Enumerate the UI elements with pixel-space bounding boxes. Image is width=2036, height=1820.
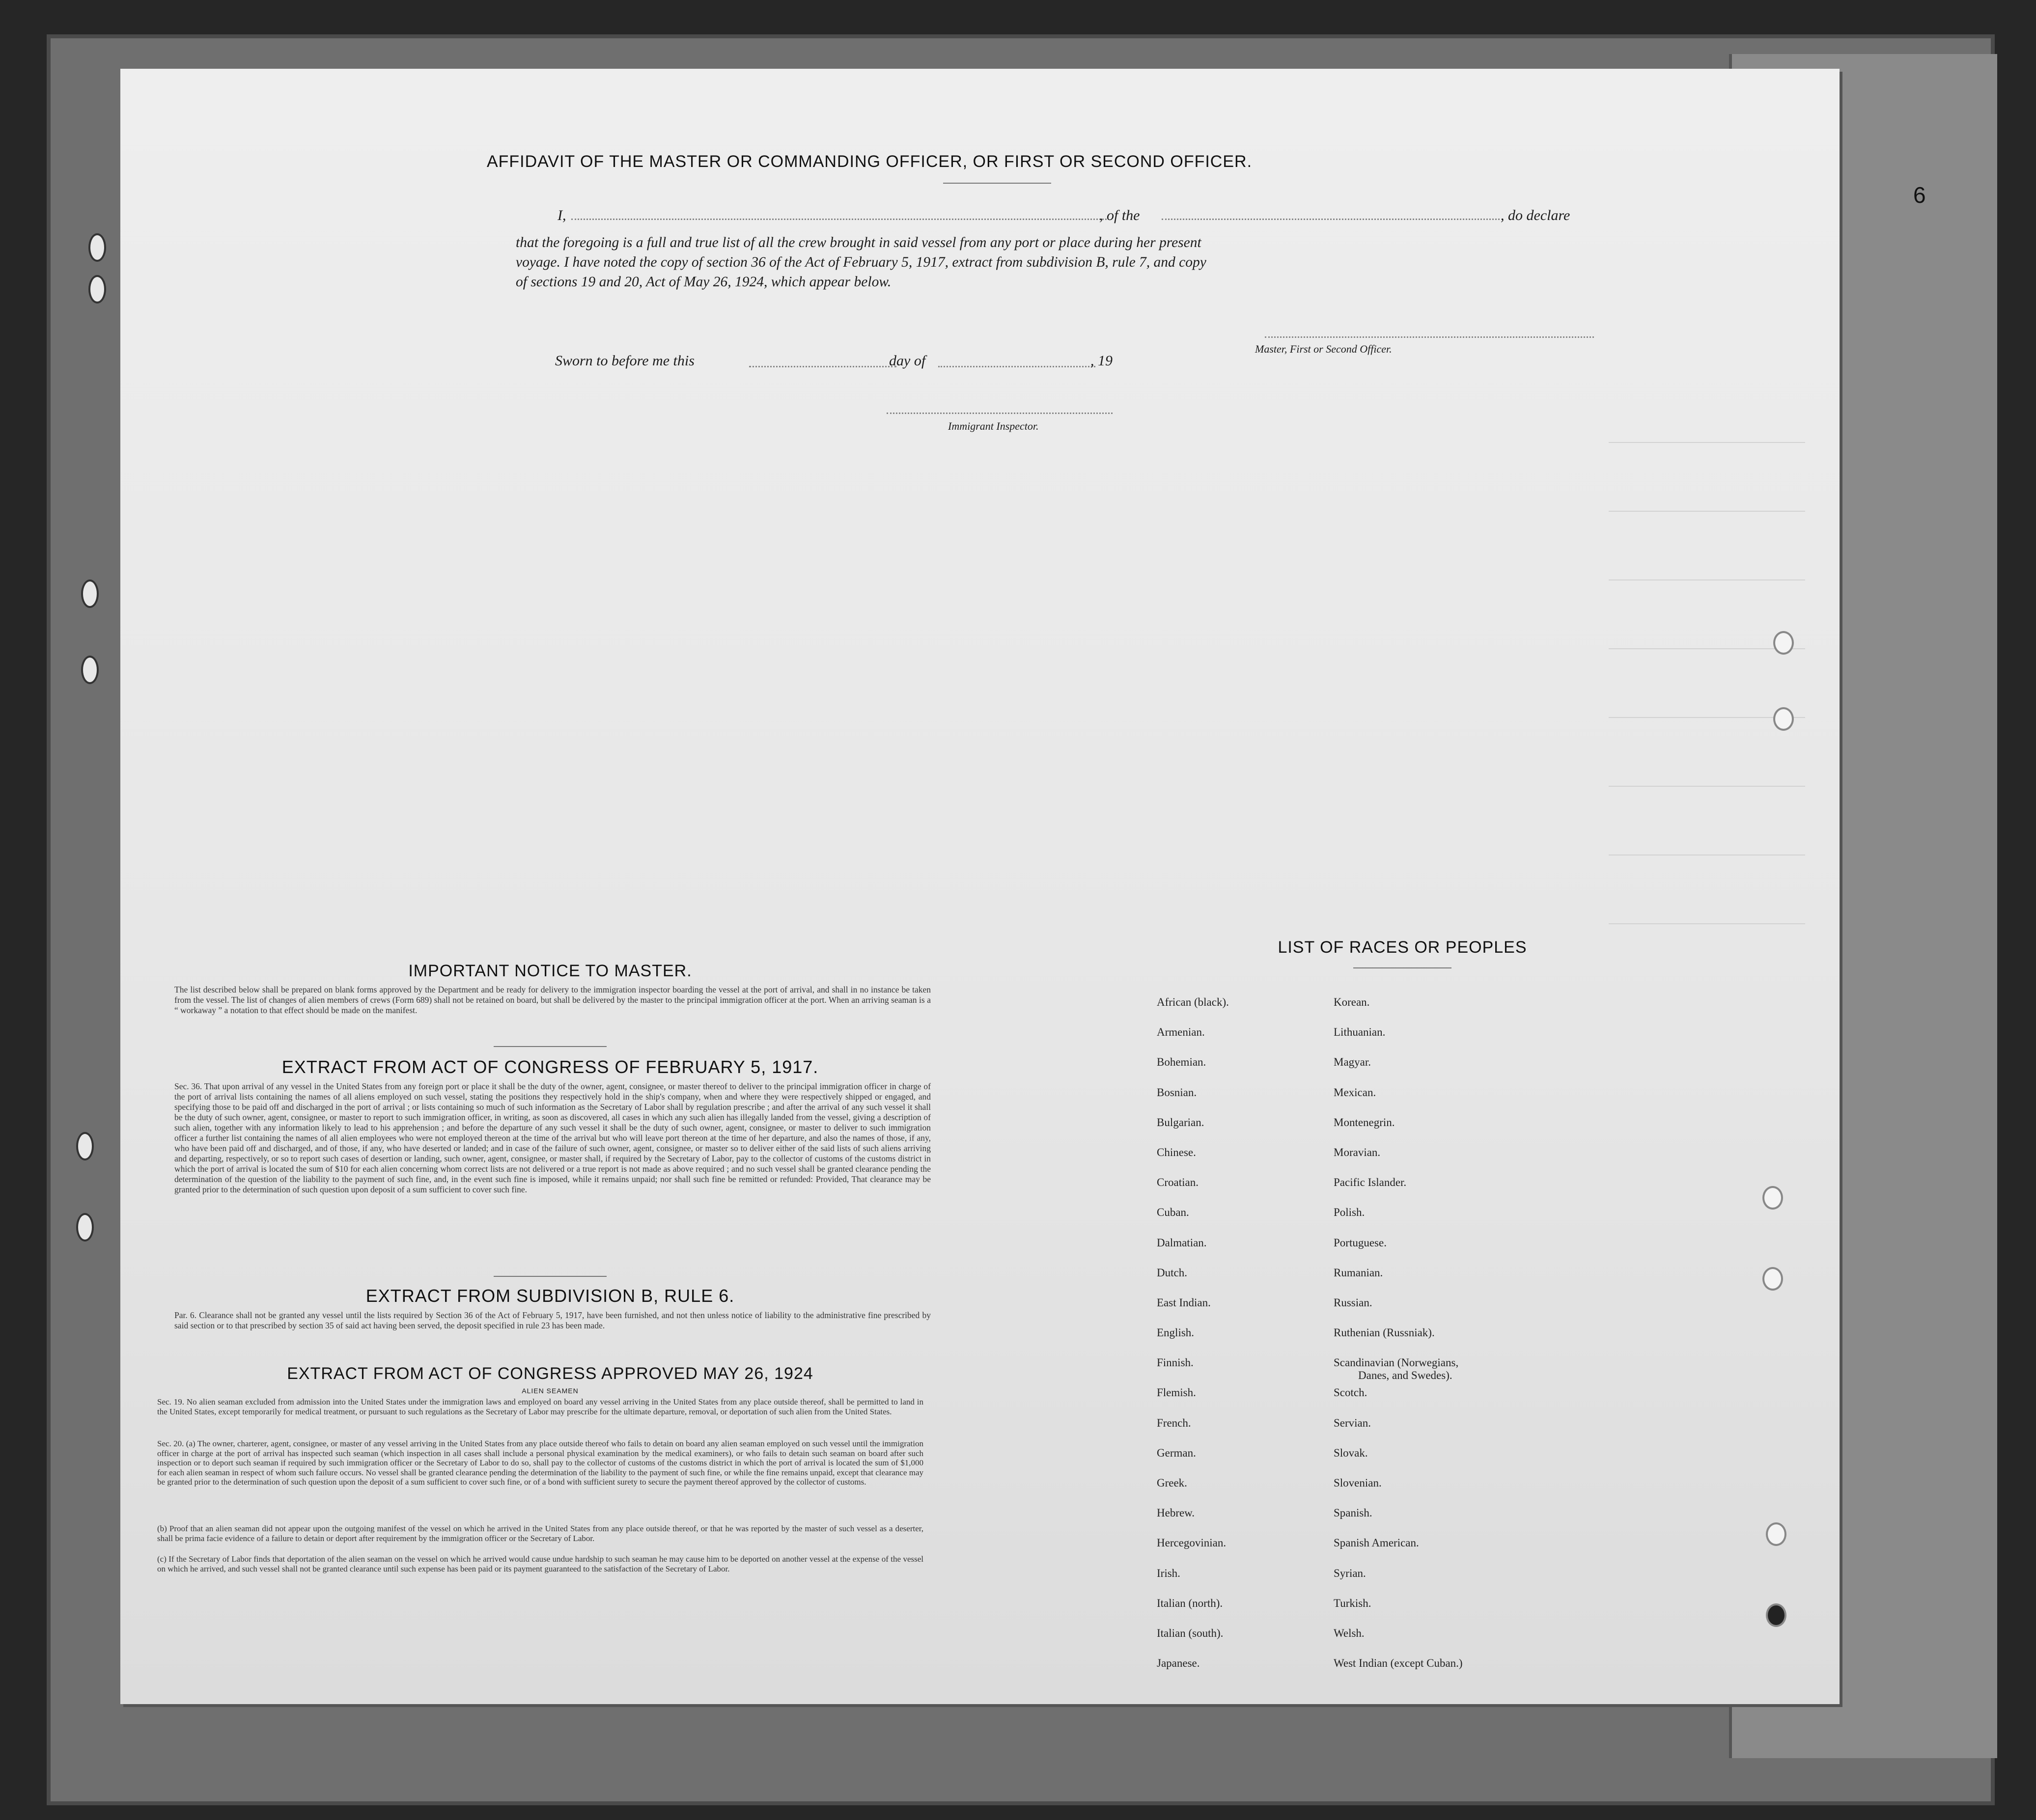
race-entry: Ruthenian (Russniak).: [1334, 1326, 1435, 1339]
race-entry: Polish.: [1334, 1206, 1365, 1219]
race-entry: West Indian (except Cuban.): [1334, 1657, 1463, 1670]
races-left-column: [1157, 987, 1229, 1678]
binder-ring: [81, 656, 99, 684]
race-entry: Korean.: [1334, 996, 1370, 1008]
vessel-line: [1162, 219, 1503, 220]
master-signature-label: Master, First or Second Officer.: [1255, 343, 1392, 355]
race-entry: Bosnian.: [1157, 1086, 1197, 1099]
race-entry: Hercegovinian.: [1157, 1537, 1227, 1549]
race-entry: English.: [1157, 1326, 1195, 1339]
inspector-label: Immigrant Inspector.: [948, 420, 1039, 432]
margin-number-right: 6: [1913, 182, 1926, 208]
race-entry: Lithuanian.: [1334, 1026, 1386, 1039]
race-entry: Pacific Islander.: [1334, 1176, 1407, 1189]
race-entry: Russian.: [1334, 1296, 1372, 1309]
race-entry: Syrian.: [1334, 1567, 1366, 1579]
races-title: LIST OF RACES OR PEOPLES: [1278, 938, 1527, 957]
affidavit-title: AFFIDAVIT OF THE MASTER OR COMMANDING OFFICER, OR FIRST OR SECOND OFFICER.: [486, 152, 1253, 171]
race-entry: Croatian.: [1157, 1176, 1199, 1189]
race-entry: Mexican.: [1334, 1086, 1376, 1099]
binder-ring: [88, 275, 106, 303]
race-entry: Portuguese.: [1334, 1236, 1387, 1249]
punch-hole: [1766, 1603, 1786, 1627]
extract-1924-sec20b: (b) Proof that an alien seaman did not appear upon the outgoing manifest of the vessel on which he arrived in the United States from any place outside thereof, or that he was reported by the master of such vessel as a deserter, shall be prima facie evidence of a failure to detain or deport after requirement by the immigration officer or the Secretary of Labor.: [157, 1524, 923, 1543]
sworn-label: Sworn to before me this: [555, 353, 695, 369]
race-entry: Spanish.: [1334, 1507, 1372, 1519]
race-entry: French.: [1157, 1416, 1191, 1429]
race-entry: German.: [1157, 1446, 1196, 1459]
extract-1917-text: Sec. 36. That upon arrival of any vessel in the United States from any foreign port or place it shall be the duty of the owner, agent, consignee, or master thereof to deliver to the principal immigration officer in charge of the port of arrival lists containing the names of all aliens employed on such vessel, stating the positions they respectively hold in the ship's company, when and where they were respectively shipped or engaged, and specifying those to be paid off and discharged in the port of arrival ; or lists containing so much of such information as the Secretary of Labor shall by regulation prescribe ; and after the arrival of any such vessel it shall be the duty of such owner, agent, consignee, or master to report to such immigration officer, in writing, as soon as discovered, all cases in which any such alien has illegally landed from the vessel, giving a description of such alien, together with any information likely to lead to his apprehension ; and before the departure of any such vessel it shall be the duty of such owner, agent, consignee, or master to deliver to such immigration officer a further list containing the names of all alien employees who were not employed thereon at the time of the arrival but who will leave port thereon at the time of her departure, and also the names of those, if any, who have been paid off and discharged, and of those, if any, who have deserted or landed; and in case of the failure of such owner, agent, consignee, or master so to deliver either of the said lists of such aliens arriving and departing, respectively, or so to report such cases of desertion or landing, such owner, agent, consignee, or master shall, if required by the Secretary of Labor, pay to the collector of customs of the customs district in which the port of arrival is located the sum of $10 for each alien concerning whom correct lists are not delivered or a true report is not made as above required ; and no such vessel shall be granted clearance pending the determination of the question of the liability to the payment of such fine, and, in the event such fine is imposed, while it remains unpaid; nor shall such fine be remitted or refunded: Provided, That clearance may be granted prior to the determination of such question upon deposit of a sum sufficient to cover such fine.: [174, 1081, 931, 1194]
race-entry: Welsh.: [1334, 1627, 1365, 1639]
race-entry: Servian.: [1334, 1416, 1371, 1429]
race-entry: Greek.: [1157, 1477, 1187, 1489]
race-entry: Italian (south).: [1157, 1627, 1224, 1639]
race-entry: Bulgarian.: [1157, 1116, 1204, 1129]
race-entry: Bohemian.: [1157, 1056, 1206, 1069]
race-entry: Flemish.: [1157, 1386, 1196, 1399]
races-right-column: [1334, 987, 1463, 1678]
punch-hole: [1773, 631, 1794, 655]
race-entry: Montenegrin.: [1334, 1116, 1395, 1129]
race-entry: Irish.: [1157, 1567, 1180, 1579]
race-entry: East Indian.: [1157, 1296, 1211, 1309]
punch-hole: [1762, 1267, 1783, 1291]
race-entry: Italian (north).: [1157, 1597, 1223, 1609]
extract-rule6-title: EXTRACT FROM SUBDIVISION B, RULE 6.: [365, 1286, 735, 1306]
form-page: [120, 69, 1840, 1704]
race-entry: Rumanian.: [1334, 1266, 1383, 1279]
extract-rule6-text: Par. 6. Clearance shall not be granted any vessel until the lists required by Section 36 of the Act of February 5, 1917, have been furnished, and not then unless notice of liability to the administrative fine prescribed by said section or to that prescribed by section 35 of said act having been served, the deposit specified in rule 23 has been made.: [174, 1310, 931, 1330]
master-signature-line: [1265, 336, 1594, 338]
race-entry: Dalmatian.: [1157, 1236, 1207, 1249]
binder-ring: [81, 579, 99, 608]
affidavit-do-declare-label: , do declare: [1501, 207, 1570, 223]
sworn-day-line: [749, 366, 896, 367]
affidavit-body-line1: that the foregoing is a full and true list of all the crew brought in said vessel from any port or place during her present: [516, 235, 1201, 250]
race-entry: Dutch.: [1157, 1266, 1187, 1279]
race-entry: Magyar.: [1334, 1056, 1371, 1069]
affidavit-of-the-label: , of the: [1099, 207, 1140, 223]
race-entry: Slovak.: [1334, 1446, 1368, 1459]
race-entry: Turkish.: [1334, 1597, 1371, 1609]
year-label: , 19: [1090, 353, 1113, 369]
punch-hole: [1766, 1522, 1786, 1546]
race-entry-scandinavian-cont: Danes, and Swedes).: [1358, 1369, 1452, 1382]
section-rule: [494, 1046, 607, 1047]
affidavit-body-line2: voyage. I have noted the copy of section 36 of the Act of February 5, 1917, extract from subdivision B, rule 7, and copy: [516, 254, 1206, 270]
notice-text: The list described below shall be prepared on blank forms approved by the Department and be ready for delivery to the immigration inspector boarding the vessel at the port of arrival, and shall in no instance be taken from the vessel. The list of changes of alien members of crews (Form 689) shall not be retained on board, but shall be delivered by the master to the principal immigration officer at the port. When an arriving seaman is a “ workaway ” a notation to that effect should be made on the manifest.: [174, 985, 931, 1015]
race-entry: Finnish.: [1157, 1356, 1194, 1369]
race-entry: African (black).: [1157, 996, 1229, 1008]
race-entry: Slovenian.: [1334, 1477, 1382, 1489]
race-entry: Cuban.: [1157, 1206, 1189, 1219]
race-entry: Chinese.: [1157, 1146, 1196, 1158]
extract-1924-sec20c: (c) If the Secretary of Labor finds that deportation of the alien seaman on the vessel on which he arrived would cause undue hardship to such seaman he may cause him to be deported on another vessel at the expense of the vessel on which he arrived, and such vessel shall not be granted clearance until such expense has been paid or its payment guaranteed to the satisfaction of the Secretary of Labor.: [157, 1554, 923, 1573]
extract-1924-sec20a: Sec. 20. (a) The owner, charterer, agent, consignee, or master of any vessel arriving in the United States from any place outside thereof who fails to detain on board any alien seaman employed on such vessel until the immigration officer in charge at the port of arrival has inspected such seaman (which inspection in all cases shall include a personal physical examination by the medical examiners), or who fails to detain such seaman on board after such inspection or to deport such seaman if required by such immigration officer or the Secretary of Labor to do so, shall pay to the collector of customs of the customs district in which the port of arrival is located the sum of $1,000 for each alien seaman in respect of whom such failure occurs. No vessel shall be granted clearance pending the determination of the liability to the payment of such fine, or while the fine remains unpaid, except that clearance may be granted prior to the determination of such question upon the deposit of a sum sufficient to cover such fine, or of a bond with sufficient surety to secure the payment thereof approved by the collector of customs.: [157, 1439, 923, 1487]
day-of-label: day of: [889, 353, 926, 369]
affidavit-body-line3: of sections 19 and 20, Act of May 26, 1924, which appear below.: [516, 274, 892, 290]
punch-hole: [1773, 707, 1794, 731]
extract-1924-sec19: Sec. 19. No alien seaman excluded from admission into the United States under the immigration laws and employed on board any vessel arriving in the United States from any place outside thereof, shall be permitted to land in the United States, except temporarily for medical treatment, or pursuant to such regulations as the Secretary of Labor may prescribe for the ultimate departure, removal, or deportation of such alien from the United States.: [157, 1397, 923, 1416]
binder-ring: [88, 233, 106, 262]
sworn-month-line: [938, 366, 1095, 367]
section-rule: [494, 1276, 607, 1277]
extract-1924-subtitle: ALIEN SEAMEN: [522, 1387, 579, 1395]
extract-1917-title: EXTRACT FROM ACT OF CONGRESS OF FEBRUARY 5, 1917.: [281, 1057, 819, 1077]
notice-title: IMPORTANT NOTICE TO MASTER.: [408, 962, 692, 980]
name-line: [571, 219, 1107, 220]
race-entry: [1334, 1348, 1463, 1382]
extract-1924-title: EXTRACT FROM ACT OF CONGRESS APPROVED MAY 26, 1924: [287, 1364, 813, 1383]
race-entry-scandinavian: Scandinavian (Norwegians,: [1334, 1356, 1459, 1369]
affidavit-i-label: I,: [558, 207, 566, 223]
title-rule: [943, 183, 1051, 184]
race-entry: Japanese.: [1157, 1657, 1200, 1670]
race-entry: Hebrew.: [1157, 1507, 1195, 1519]
race-entry: Armenian.: [1157, 1026, 1205, 1039]
race-entry: Scotch.: [1334, 1386, 1367, 1399]
races-title-rule: [1353, 967, 1451, 968]
race-entry: Moravian.: [1334, 1146, 1381, 1158]
binder-ring: [76, 1132, 94, 1160]
inspector-signature-line: [887, 413, 1113, 414]
punch-hole: [1762, 1186, 1783, 1210]
binder-ring: [76, 1213, 94, 1241]
race-entry: Spanish American.: [1334, 1537, 1419, 1549]
